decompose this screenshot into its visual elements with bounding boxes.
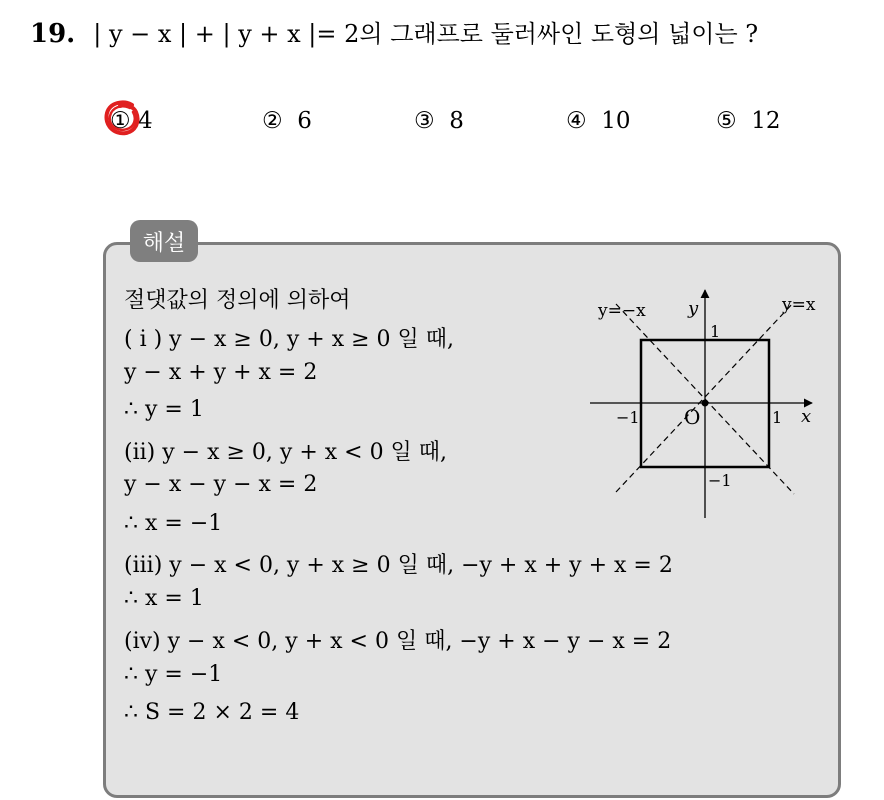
solution-line: (ii) y − x ≥ 0, y + x < 0 일 때, [124,440,448,465]
solution-line: ( i ) y − x ≥ 0, y + x ≥ 0 일 때, [124,327,454,352]
choice-mark: ① [110,108,131,134]
question-text: | y − x | + | y + x |= 2의 그래프로 둘러싸인 도형의 넓이는 ? [93,20,759,48]
label-y-x: y=x [782,295,816,315]
solution-line: ∴ x = 1 [124,586,204,611]
solution-line: y − x + y + x = 2 [124,360,318,385]
choice-value: 4 [137,108,153,134]
choice-mark: ③ [414,108,435,134]
square-graph [586,282,832,522]
x-tick-left: −1 [616,408,640,427]
origin-label: O [684,405,701,429]
choice-1[interactable] [110,108,153,134]
choice-value: 12 [751,108,781,134]
y-tick-top: 1 [710,322,721,341]
solution-line: (iii) y − x < 0, y + x ≥ 0 일 때, −y + x + y + x = 2 [124,553,673,578]
solution-tab-label: 해설 [142,230,186,256]
choice-4[interactable] [566,108,631,134]
solution-line: (iv) y − x < 0, y + x < 0 일 때, −y + x − y − x = 2 [124,629,672,654]
question [30,14,758,49]
solution-line: 절댓값의 정의에 의하여 [124,288,351,313]
solution-tab [130,220,198,262]
x-tick-right: 1 [772,408,783,427]
choice-value: 6 [297,108,312,134]
choice-mark: ⑤ [716,108,737,134]
choice-value: 8 [449,108,464,134]
choice-mark: ② [262,108,283,134]
solution-line: ∴ S = 2 × 2 = 4 [124,700,300,725]
y-axis-label: y [688,298,699,319]
label-y-neg-x: y=−x [598,301,646,321]
solution-line: ∴ y = −1 [124,662,223,687]
choice-value: 10 [601,108,631,134]
choice-5[interactable] [716,108,781,134]
x-axis-label: x [801,406,812,427]
y-tick-bottom: −1 [708,471,732,490]
origin-point [702,400,709,407]
choice-2[interactable] [262,108,312,134]
solution-line: ∴ y = 1 [124,397,204,422]
solution-line: ∴ x = −1 [124,511,223,536]
question-number: 19. [30,19,76,49]
solution-line: y − x − y − x = 2 [124,472,318,497]
choice-mark: ④ [566,108,587,134]
choice-3[interactable] [414,108,464,134]
